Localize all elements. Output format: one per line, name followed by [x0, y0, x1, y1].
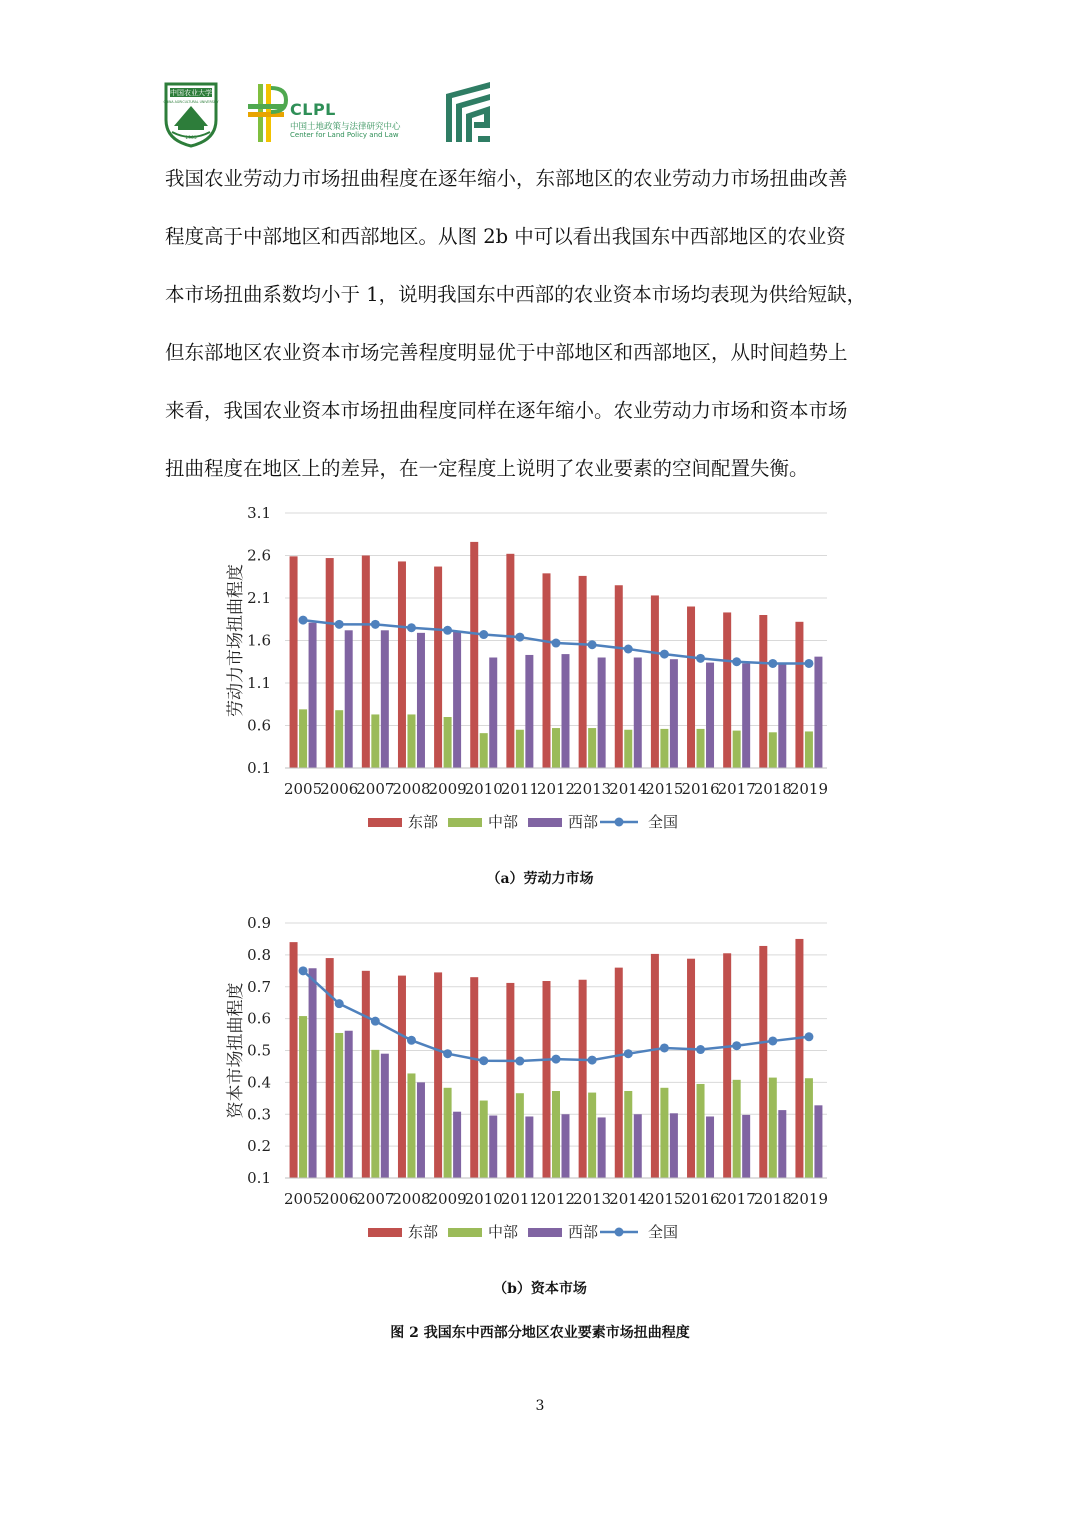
bar-西部-2012	[562, 654, 570, 768]
bar-西部-2018	[778, 1110, 786, 1178]
bar-中部-2005	[299, 1016, 307, 1178]
capital-market-chart	[220, 910, 840, 1255]
x-tick-label: 2012	[536, 780, 576, 798]
y-tick-label: 1.1	[247, 674, 271, 692]
bar-西部-2007	[381, 630, 389, 768]
bar-东部-2019	[795, 939, 803, 1178]
bar-东部-2008	[398, 976, 406, 1178]
bar-东部-2013	[579, 576, 587, 768]
bar-东部-2017	[723, 612, 731, 768]
point-全国-2012	[552, 1055, 561, 1064]
x-tick-label: 2014	[609, 1190, 648, 1208]
bar-中部-2015	[660, 1088, 668, 1178]
bar-西部-2015	[670, 659, 678, 768]
point-全国-2007	[371, 620, 380, 629]
bar-中部-2015	[660, 729, 668, 768]
bar-中部-2006	[335, 710, 343, 768]
point-全国-2011	[515, 633, 524, 642]
bar-东部-2010	[470, 542, 478, 768]
bar-西部-2014	[634, 1114, 642, 1178]
point-全国-2009	[443, 1049, 452, 1058]
x-tick-label: 2008	[392, 1190, 431, 1208]
cau-logo	[162, 80, 220, 148]
point-全国-2013	[588, 640, 597, 649]
x-tick-label: 2008	[392, 780, 431, 798]
x-tick-label: 2015	[645, 1190, 684, 1208]
y-axis-label: 资本市场扭曲程度	[226, 982, 246, 1119]
bar-东部-2018	[759, 946, 767, 1178]
bar-西部-2017	[742, 1115, 750, 1178]
figure-caption: 图 2 我国东中西部分地区农业要素市场扭曲程度	[390, 1325, 690, 1341]
point-全国-2018	[768, 659, 777, 668]
bar-西部-2010	[489, 1116, 497, 1178]
y-tick-label: 0.3	[247, 1105, 271, 1124]
bar-中部-2011	[516, 730, 524, 768]
point-全国-2018	[768, 1036, 777, 1045]
bar-东部-2016	[687, 607, 695, 769]
bar-东部-2018	[759, 615, 767, 768]
y-tick-label: 0.2	[247, 1137, 271, 1156]
bar-东部-2005	[290, 556, 298, 768]
legend-swatch-中部	[448, 818, 482, 827]
bar-西部-2009	[453, 1112, 461, 1178]
x-tick-label: 2012	[536, 1190, 576, 1208]
x-tick-label: 2016	[681, 1190, 720, 1208]
bar-中部-2013	[588, 1093, 596, 1178]
bar-中部-2008	[407, 714, 415, 768]
point-全国-2005	[299, 966, 308, 975]
point-全国-2006	[335, 999, 344, 1008]
point-全国-2019	[804, 659, 813, 668]
body-line: 本市场扭曲系数均小于 1，说明我国东中西部的农业资本市场均表现为供给短缺，	[165, 283, 867, 306]
bar-西部-2006	[345, 630, 353, 768]
bar-西部-2013	[598, 658, 606, 769]
legend-label-西部: 西部	[568, 813, 599, 831]
x-tick-label: 2015	[645, 780, 684, 798]
bar-东部-2010	[470, 977, 478, 1178]
bar-中部-2012	[552, 1091, 560, 1178]
bar-西部-2017	[742, 663, 750, 768]
y-tick-label: 0.6	[247, 1009, 271, 1028]
clpl-english-name: Center for Land Policy and Law	[290, 131, 399, 139]
institute-logo	[444, 80, 496, 144]
point-全国-2016	[696, 1045, 705, 1054]
bar-中部-2007	[371, 1050, 379, 1178]
bar-西部-2006	[345, 1031, 353, 1178]
bar-中部-2014	[624, 1091, 632, 1178]
point-全国-2010	[479, 630, 488, 639]
labor-market-chart-svg	[220, 500, 840, 845]
bar-东部-2016	[687, 959, 695, 1178]
point-全国-2017	[732, 1041, 741, 1050]
point-全国-2016	[696, 654, 705, 663]
bar-东部-2014	[615, 968, 623, 1178]
bar-中部-2018	[769, 732, 777, 768]
body-line: 扭曲程度在地区上的差异，在一定程度上说明了农业要素的空间配置失衡。	[165, 457, 809, 480]
bar-中部-2019	[805, 731, 813, 768]
legend-label-西部: 西部	[568, 1223, 599, 1241]
point-全国-2011	[515, 1057, 524, 1066]
y-tick-label: 1.6	[247, 631, 271, 650]
bar-东部-2013	[579, 980, 587, 1178]
page-number: 3	[535, 1398, 545, 1414]
point-全国-2005	[299, 616, 308, 625]
point-全国-2006	[335, 620, 344, 629]
bar-东部-2008	[398, 561, 406, 768]
bar-东部-2009	[434, 567, 442, 768]
y-tick-label: 0.5	[247, 1041, 271, 1060]
bar-东部-2017	[723, 953, 731, 1178]
bar-西部-2016	[706, 1116, 714, 1178]
bar-西部-2011	[525, 655, 533, 768]
y-tick-label: 0.8	[247, 945, 271, 964]
labor-market-chart	[220, 500, 840, 845]
bar-中部-2011	[516, 1093, 524, 1178]
bar-西部-2005	[309, 968, 317, 1178]
bar-中部-2009	[444, 1088, 452, 1178]
point-全国-2012	[552, 639, 561, 648]
y-tick-label: 0.6	[247, 716, 271, 735]
bar-西部-2019	[814, 1105, 822, 1178]
bar-西部-2011	[525, 1116, 533, 1178]
y-tick-label: 2.1	[247, 589, 271, 607]
x-tick-label: 2010	[464, 1190, 503, 1208]
bar-东部-2005	[290, 942, 298, 1178]
clpl-logo	[246, 80, 421, 146]
point-全国-2014	[624, 1049, 633, 1058]
point-全国-2013	[588, 1056, 597, 1065]
bar-西部-2005	[309, 623, 317, 768]
y-tick-label: 0.1	[247, 1169, 271, 1187]
bar-中部-2012	[552, 728, 560, 768]
bar-西部-2009	[453, 632, 461, 768]
x-tick-label: 2006	[320, 1190, 359, 1208]
bar-西部-2018	[778, 664, 786, 768]
point-全国-2015	[660, 1043, 669, 1052]
body-paragraph	[165, 150, 917, 498]
legend-label-东部: 东部	[408, 1223, 439, 1241]
body-line: 我国农业劳动力市场扭曲程度在逐年缩小，东部地区的农业劳动力市场扭曲改善	[165, 167, 848, 190]
legend-label-中部: 中部	[488, 1223, 519, 1241]
capital-market-chart-svg	[220, 910, 840, 1255]
bar-中部-2013	[588, 728, 596, 768]
point-全国-2009	[443, 626, 452, 635]
bar-西部-2008	[417, 633, 425, 768]
x-tick-label: 2016	[681, 780, 720, 798]
legend-swatch-西部	[528, 818, 562, 827]
point-全国-2007	[371, 1017, 380, 1026]
x-tick-label: 2009	[428, 1190, 467, 1208]
legend-label-全国: 全国	[648, 813, 679, 831]
x-tick-label: 2013	[573, 1190, 612, 1208]
point-全国-2017	[732, 657, 741, 666]
bar-中部-2019	[805, 1078, 813, 1178]
bar-东部-2019	[795, 622, 803, 768]
bar-西部-2015	[670, 1113, 678, 1178]
legend-label-东部: 东部	[408, 813, 439, 831]
x-tick-label: 2011	[500, 780, 539, 798]
bar-东部-2012	[543, 981, 551, 1178]
bar-中部-2005	[299, 709, 307, 768]
legend-swatch-东部	[368, 818, 402, 827]
x-tick-label: 2018	[753, 1190, 792, 1208]
body-line: 来看，我国农业资本市场扭曲程度同样在逐年缩小。农业劳动力市场和资本市场	[165, 399, 848, 422]
point-全国-2014	[624, 645, 633, 654]
bar-中部-2018	[769, 1078, 777, 1178]
bar-东部-2006	[326, 558, 334, 768]
bar-东部-2012	[543, 573, 551, 768]
legend-marker-全国	[615, 1228, 624, 1237]
y-tick-label: 0.4	[247, 1073, 271, 1092]
bar-东部-2015	[651, 595, 659, 768]
bar-西部-2016	[706, 663, 714, 768]
x-tick-label: 2017	[717, 1190, 756, 1208]
point-全国-2015	[660, 650, 669, 659]
bar-西部-2010	[489, 658, 497, 769]
bar-西部-2008	[417, 1082, 425, 1178]
bar-东部-2011	[506, 554, 514, 768]
x-tick-label: 2018	[753, 780, 792, 798]
y-tick-label: 0.7	[247, 977, 271, 996]
x-tick-label: 2007	[356, 1190, 395, 1208]
clpl-chinese-name: 中国土地政策与法律研究中心	[290, 122, 401, 132]
bar-西部-2014	[634, 658, 642, 769]
x-tick-label: 2013	[573, 780, 612, 798]
x-tick-label: 2019	[789, 1190, 829, 1208]
bar-中部-2006	[335, 1033, 343, 1178]
cau-logo-year: 1905	[185, 136, 197, 141]
x-tick-label: 2011	[500, 1190, 539, 1208]
legend-marker-全国	[615, 818, 624, 827]
bar-西部-2019	[814, 657, 822, 768]
clpl-title: CLPL	[290, 100, 336, 119]
x-tick-label: 2005	[283, 780, 323, 798]
bar-东部-2011	[506, 983, 514, 1178]
legend-swatch-西部	[528, 1228, 562, 1237]
bar-东部-2009	[434, 972, 442, 1178]
legend-label-中部: 中部	[488, 813, 519, 831]
bar-中部-2009	[444, 717, 452, 768]
point-全国-2008	[407, 1036, 416, 1045]
body-line: 但东部地区农业资本市场完善程度明显优于中部地区和西部地区，从时间趋势上	[165, 341, 848, 364]
bar-中部-2017	[733, 1080, 741, 1178]
x-tick-label: 2014	[609, 780, 648, 798]
bar-东部-2015	[651, 954, 659, 1178]
bar-中部-2016	[697, 729, 705, 768]
bar-中部-2010	[480, 1101, 488, 1178]
legend-swatch-东部	[368, 1228, 402, 1237]
bar-东部-2014	[615, 585, 623, 768]
cau-logo-name: 中国农业大学	[170, 89, 212, 97]
cau-logo-sub: CHINA AGRICULTURAL UNIVERSITY	[163, 100, 219, 104]
bar-西部-2007	[381, 1054, 389, 1178]
bar-中部-2016	[697, 1084, 705, 1178]
x-tick-label: 2019	[789, 780, 829, 798]
legend-label-全国: 全国	[648, 1223, 679, 1241]
bar-东部-2007	[362, 556, 370, 769]
chart-b-caption: （b）资本市场	[493, 1281, 587, 1297]
y-tick-label: 3.1	[247, 504, 271, 522]
bar-中部-2010	[480, 733, 488, 768]
y-tick-label: 0.1	[247, 759, 271, 777]
bar-中部-2014	[624, 730, 632, 768]
chart-a-caption: （a）劳动力市场	[486, 871, 594, 887]
bar-西部-2013	[598, 1117, 606, 1178]
legend-swatch-中部	[448, 1228, 482, 1237]
body-line: 程度高于中部地区和西部地区。从图 2b 中可以看出我国东中西部地区的农业资	[165, 225, 846, 248]
x-tick-label: 2007	[356, 780, 395, 798]
bar-中部-2008	[407, 1073, 415, 1178]
x-tick-label: 2006	[320, 780, 359, 798]
x-tick-label: 2010	[464, 780, 503, 798]
bar-西部-2012	[562, 1114, 570, 1178]
y-tick-label: 0.9	[247, 914, 271, 932]
bar-中部-2017	[733, 731, 741, 768]
point-全国-2019	[804, 1032, 813, 1041]
x-tick-label: 2009	[428, 780, 467, 798]
y-tick-label: 2.6	[247, 546, 271, 565]
x-tick-label: 2005	[283, 1190, 323, 1208]
point-全国-2010	[479, 1056, 488, 1065]
x-tick-label: 2017	[717, 780, 756, 798]
bar-东部-2007	[362, 971, 370, 1178]
bar-中部-2007	[371, 714, 379, 768]
point-全国-2008	[407, 623, 416, 632]
y-axis-label: 劳动力市场扭曲程度	[226, 564, 246, 717]
